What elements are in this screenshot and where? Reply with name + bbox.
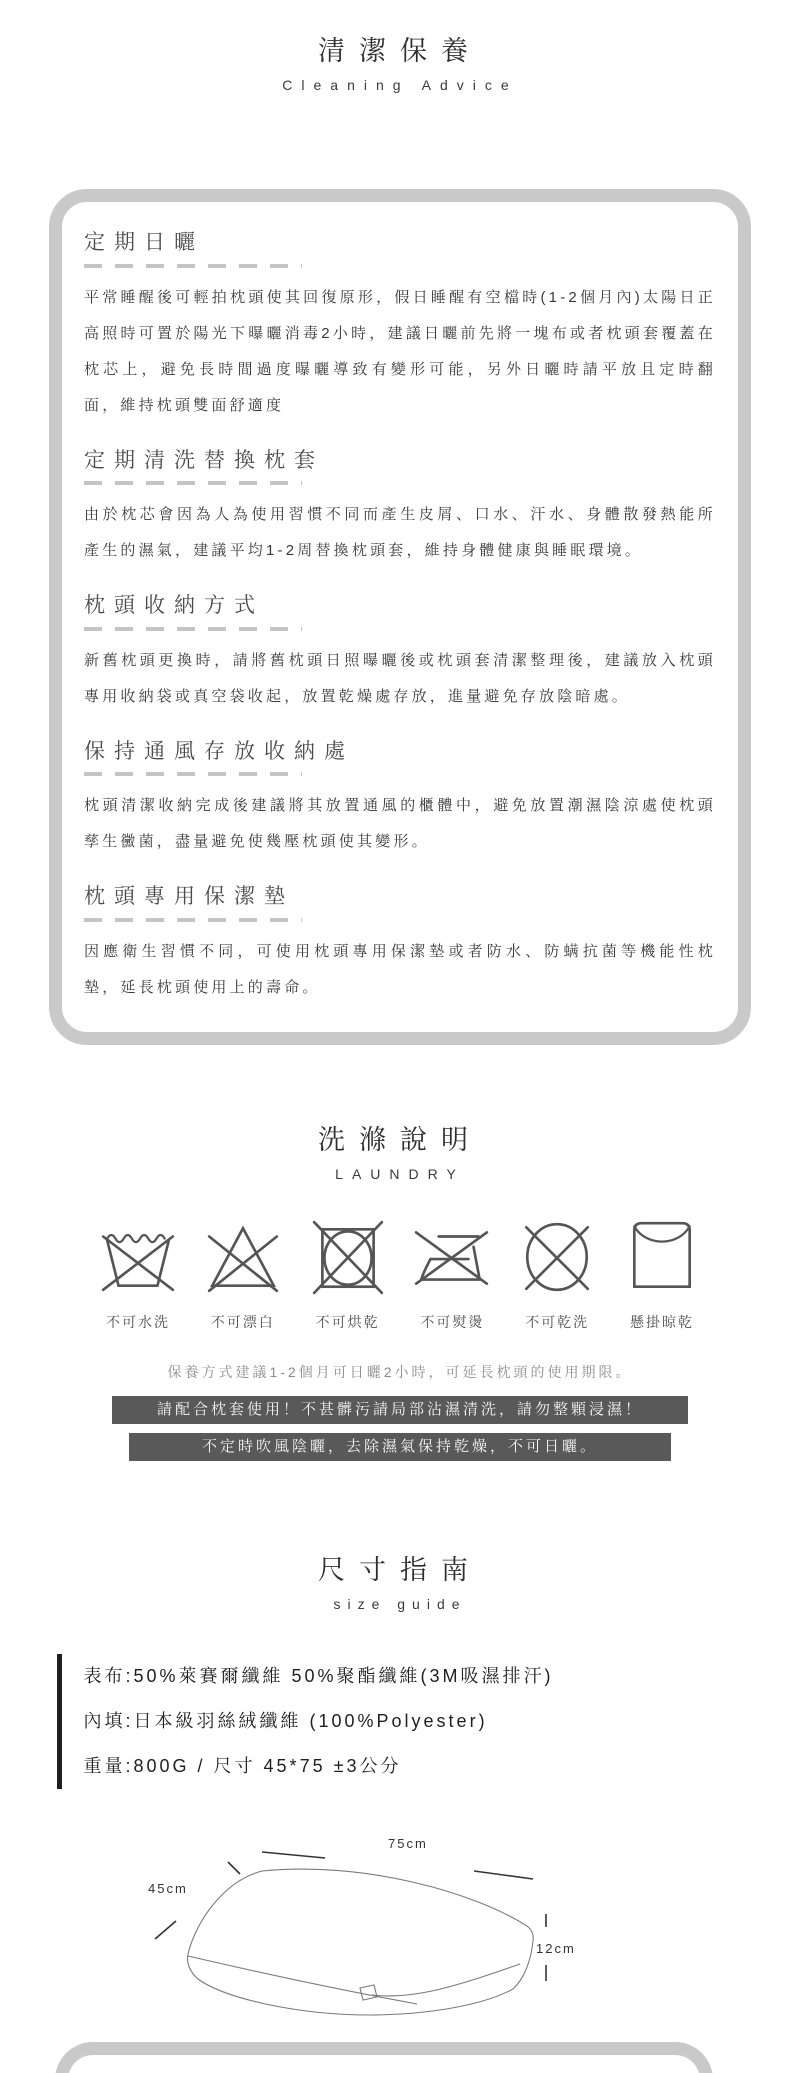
- dashed-divider: [84, 264, 302, 268]
- cleaning-advice-header: [0, 0, 800, 93]
- laundry-icon-label: 不可乾洗: [525, 1314, 590, 1331]
- do-not-wash-icon: [90, 1216, 186, 1298]
- spec-weight-size: 重量:800G / 尺寸 45*75 ±3公分: [83, 1756, 402, 1777]
- care-section-heading: 定期日曬: [84, 231, 204, 255]
- care-section-heading: 枕頭專用保潔墊: [84, 885, 294, 909]
- size-guide-subtitle: size guide: [333, 1596, 467, 1613]
- laundry-item-do-not-dry-clean: [509, 1216, 605, 1332]
- care-section-ventilation: [84, 735, 716, 861]
- care-section-storage-method: [84, 589, 716, 715]
- care-section-body: 枕頭清潔收納完成後建議將其放置通風的櫃體中，避免放置潮濕陰涼處使枕頭孳生黴菌，盡量避免使幾壓枕頭使其變形。: [84, 797, 716, 851]
- dimension-width-label: 75cm: [388, 1836, 428, 1852]
- next-section-box-edge: [55, 2042, 713, 2073]
- laundry-item-hang-dry: [614, 1216, 710, 1332]
- cleaning-subtitle: Cleaning Advice: [282, 77, 518, 94]
- laundry-warning-banner-1: 請配合枕套使用！不甚髒污請局部沾濕清洗，請勿整顆浸濕！: [112, 1396, 688, 1424]
- cleaning-title: 清潔保養: [318, 36, 482, 66]
- do-not-bleach-icon: [195, 1216, 291, 1298]
- laundry-icons-row: [90, 1216, 710, 1332]
- laundry-icon-label: 不可漂白: [210, 1314, 275, 1331]
- care-section-body: 由於枕芯會因為人為使用習慣不同而產生皮屑、口水、汗水、身體散發熱能所產生的濕氣，建議平均1-2周替換枕頭套，維持身體健康與睡眠環境。: [84, 506, 716, 560]
- care-section-protector-pad: [84, 880, 716, 1006]
- spec-fabric: 表布:50%萊賽爾纖維 50%聚酯纖維(3M吸濕排汗): [83, 1666, 554, 1687]
- laundry-item-do-not-bleach: [195, 1216, 291, 1332]
- dashed-divider: [84, 481, 302, 485]
- dashed-divider: [84, 918, 302, 922]
- care-section-heading: 定期清洗替換枕套: [84, 448, 324, 472]
- laundry-item-do-not-iron: [404, 1216, 500, 1332]
- care-section-heading: 枕頭收納方式: [84, 594, 264, 618]
- dashed-divider: [84, 627, 302, 631]
- hang-dry-icon: [614, 1216, 710, 1298]
- laundry-warning-banner-2: 不定時吹風陰曬，去除濕氣保持乾燥，不可日曬。: [129, 1433, 671, 1461]
- care-section-wash-pillowcase: [84, 444, 716, 570]
- do-not-tumble-dry-icon: [300, 1216, 396, 1298]
- do-not-iron-icon: [404, 1216, 500, 1298]
- pillow-dimension-diagram: [120, 1823, 680, 2053]
- care-section-body: 因應衛生習慣不同，可使用枕頭專用保潔墊或者防水、防螨抗菌等機能性枕墊，延長枕頭使用上的壽命。: [84, 943, 716, 997]
- laundry-item-do-not-wash: [90, 1216, 186, 1332]
- care-section-body: 平常睡醒後可輕拍枕頭使其回復原形，假日睡醒有空檔時(1-2個月內)太陽日正高照時可置於陽光下曝曬消毒2小時，建議日曬前先將一塊布或者枕頭套覆蓋在枕芯上，避免長時間過度曝曬導致有變形可能，另外日曬時請平放且定時翻面，維持枕頭雙面舒適度: [84, 288, 716, 414]
- laundry-icon-label: 不可熨燙: [420, 1314, 485, 1331]
- laundry-subtitle: LAUNDRY: [335, 1166, 465, 1183]
- laundry-icon-label: 懸掛晾乾: [629, 1314, 694, 1331]
- laundry-item-do-not-tumble-dry: [300, 1216, 396, 1332]
- care-section-body: 新舊枕頭更換時，請將舊枕頭日照曝曬後或枕頭套清潔整理後，建議放入枕頭專用收納袋或真空袋收起，放置乾燥處存放，進量避免存放陰暗處。: [84, 651, 716, 705]
- laundry-icon-label: 不可水洗: [106, 1314, 170, 1331]
- product-specs: [57, 1654, 744, 1789]
- dashed-divider: [84, 772, 302, 776]
- care-section-sun-drying: [84, 226, 716, 424]
- dimension-depth-label: 45cm: [148, 1881, 188, 1897]
- size-guide-title: 尺寸指南: [318, 1555, 482, 1586]
- spec-filling: 內填:日本級羽絲絨纖維 (100%Polyester): [83, 1711, 488, 1732]
- laundry-note: 保養方式建議1-2個月可日曬2小時，可延長枕頭的使用期限。: [167, 1364, 633, 1381]
- do-not-dry-clean-icon: [509, 1216, 605, 1298]
- laundry-title: 洗滌說明: [318, 1125, 482, 1156]
- care-instructions-box: [49, 189, 751, 1045]
- dimension-height-label: 12cm: [536, 1941, 576, 1957]
- laundry-icon-label: 不可烘乾: [315, 1314, 380, 1331]
- care-section-heading: 保持通風存放收納處: [84, 739, 354, 763]
